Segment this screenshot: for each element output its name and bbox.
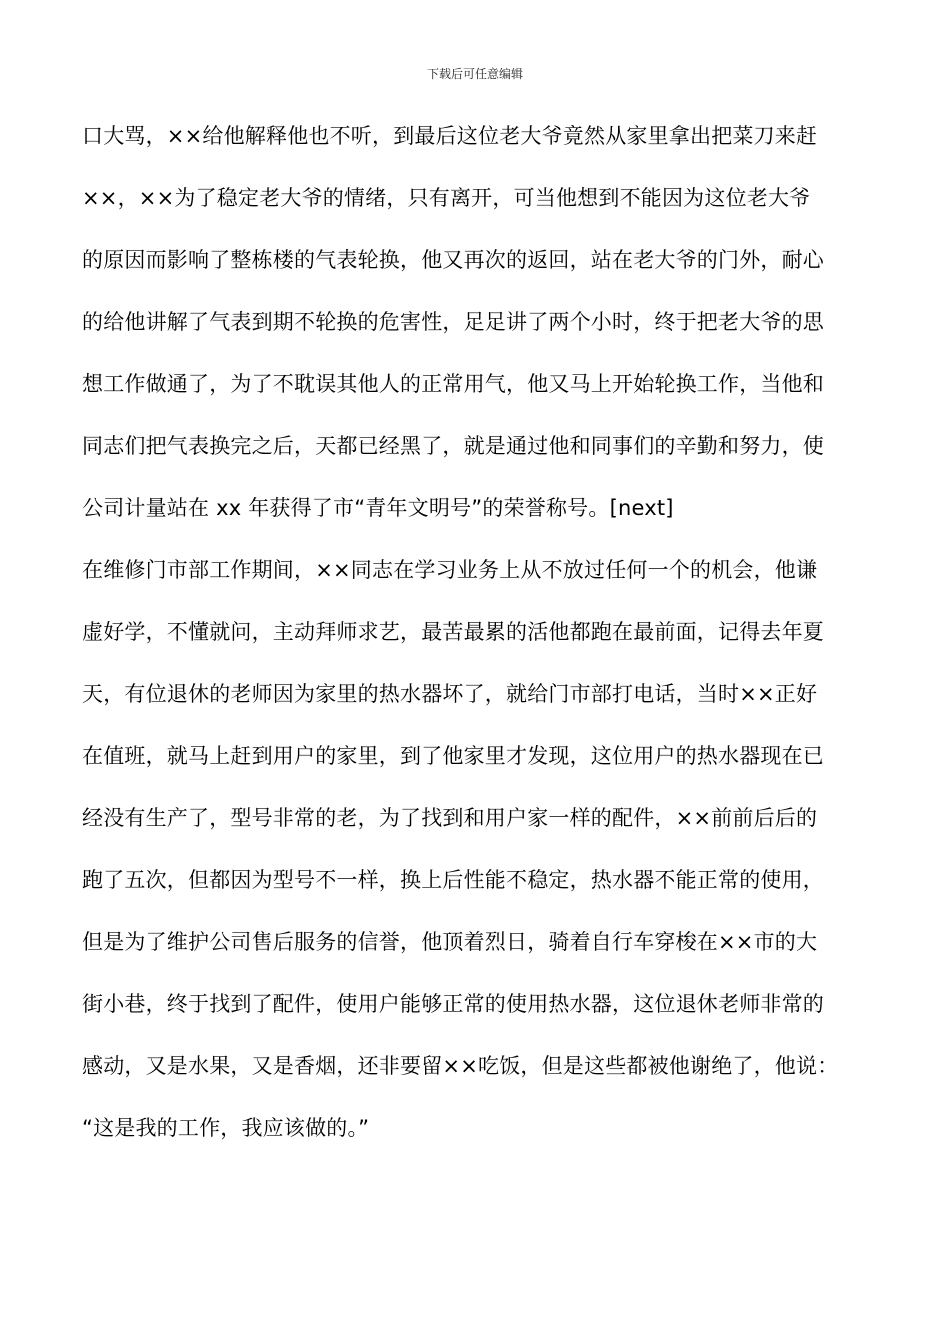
text-line: 在值班，就马上赶到用户的家里，到了他家里才发现，这位用户的热水器现在已 bbox=[82, 744, 824, 768]
text-line: 口大骂，××给他解释他也不听，到最后这位老大爷竟然从家里拿出把菜刀来赶 bbox=[82, 124, 818, 148]
text-line: 感动，又是水果，又是香烟，还非要留××吃饭，但是这些都被他谢绝了，他说： bbox=[82, 1054, 839, 1078]
text-line: ××，××为了稳定老大爷的情绪，只有离开，可当他想到不能因为这位老大爷 bbox=[82, 186, 811, 210]
text-line: 但是为了维护公司售后服务的信誉，他顶着烈日，骑着自行车穿梭在××市的大 bbox=[82, 930, 818, 954]
text-line: 的原因而影响了整栋楼的气表轮换，他又再次的返回，站在老大爷的门外，耐心 bbox=[82, 248, 824, 272]
text-line: 天，有位退休的老师因为家里的热水器坏了，就给门市部打电话，当时××正好 bbox=[82, 682, 818, 706]
page-header: 下载后可任意编辑 bbox=[426, 67, 523, 81]
text-line: 想工作做通了，为了不耽误其他人的正常用气，他又马上开始轮换工作，当他和 bbox=[82, 372, 824, 396]
text-line: 虚好学，不懂就问，主动拜师求艺，最苦最累的活他都跑在最前面，记得去年夏 bbox=[82, 620, 824, 644]
text-line: 同志们把气表换完之后，天都已经黑了，就是通过他和同事们的辛勤和努力，使 bbox=[82, 434, 824, 458]
text-line: 跑了五次，但都因为型号不一样，换上后性能不稳定，热水器不能正常的使用， bbox=[82, 868, 824, 892]
text-line: 街小巷，终于找到了配件，使用户能够正常的使用热水器，这位退休老师非常的 bbox=[82, 992, 824, 1016]
text-line: 在维修门市部工作期间，××同志在学习业务上从不放过任何一个的机会，他谦 bbox=[82, 558, 818, 582]
text-line: 的给他讲解了气表到期不轮换的危害性，足足讲了两个小时，终于把老大爷的思 bbox=[82, 310, 824, 334]
text-line: 公司计量站在 xx 年获得了市“青年文明号”的荣誉称号。[next] bbox=[82, 496, 674, 520]
body-text bbox=[82, 116, 882, 1170]
text-line: 经没有生产了，型号非常的老，为了找到和用户家一样的配件，××前前后后的 bbox=[82, 806, 818, 830]
text-line: “这是我的工作，我应该做的。” bbox=[82, 1116, 370, 1140]
